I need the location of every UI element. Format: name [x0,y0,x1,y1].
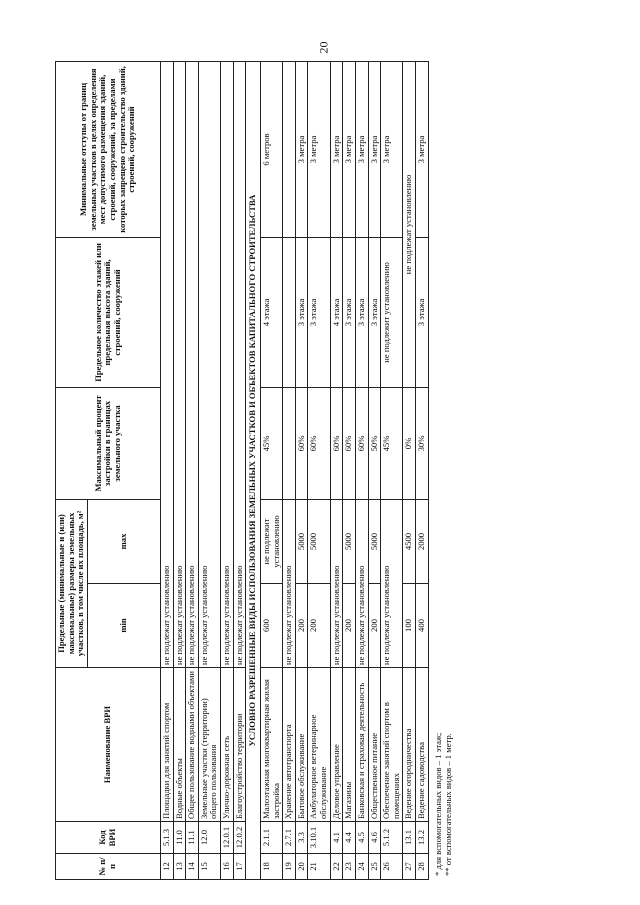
cell-name: Обеспечение занятий спортом в помещениях [381,668,403,822]
header-setback: Минимальные отступы от границ земельных участков в целях определения мест допустимого размещения зданий, строений, сооружений, за пределами которых запрещено строительство зданий, строений, сооружений [56,61,161,237]
cell-no: 22 [330,854,343,880]
cell-setback: 3 метра [355,61,368,237]
cell-code: 3.10.1 [308,822,330,854]
cell-no: 28 [416,854,429,880]
cell-span: не подлежат установлению [283,499,296,667]
table-row [308,61,330,879]
footnote: * для вспомогательных видов – 1 этаж; [432,732,443,876]
cell-name: Улично-дорожная сеть [221,668,234,822]
footnotes [433,45,454,880]
cell-percent: 0% [403,387,416,499]
cell-no: 14 [186,854,199,880]
cell-code: 12.0 [198,822,220,854]
cell-code: 4.1 [330,822,343,854]
cell-min: 200 [343,584,356,668]
cell-no: 17 [233,854,246,880]
cell-code: 12.0.2 [233,822,246,854]
cell-span: не подлежат установлению [173,61,186,667]
cell-floors: 3 этажа [343,237,356,387]
cell-max: 5000 [295,499,308,583]
header-code: Код ВРИ [56,822,161,854]
cell-min: 100 [403,584,416,668]
cell-span: не подлежат установлению [186,61,199,667]
table-row [186,61,199,879]
table-row [233,61,246,879]
cell-percent: 60% [308,387,330,499]
cell-name: Общее пользование водными объектами [186,668,199,822]
cell-min: 200 [295,584,308,668]
cell-no: 23 [343,854,356,880]
cell-span: не подлежат установлению [233,61,246,667]
cell-floors: 3 этажа [416,237,429,387]
table-row [283,61,296,879]
cell-code: 4.5 [355,822,368,854]
cell-name: Деловое управление [330,668,343,822]
cell-code: 3.3 [295,822,308,854]
cell-code: 12.0.1 [221,822,234,854]
cell-percent: 30% [416,387,429,499]
header-floors: Предельное количество этажей или предельная высота зданий, строений, сооружений [56,237,161,387]
cell-no: 15 [198,854,220,880]
header-name: Наименование ВРИ [56,668,161,822]
cell-floors: 3 этажа [308,237,330,387]
table-row [221,61,234,879]
header-row [56,61,88,879]
cell-setback: 3 метра [295,61,308,237]
cell-setback: 3 метра [416,61,429,237]
page-number: 20 [316,41,331,54]
section-title: УСЛОВНО РАЗРЕШЕННЫЕ ВИДЫ ИСПОЛЬЗОВАНИЯ ЗЕМЕЛЬНЫХ УЧАСТКОВ И ОБЪЕКТОВ КАПИТАЛЬНОГО СТРОИТЕЛЬСТВА [246,61,261,879]
cell-code: 5.1.3 [160,822,173,854]
cell-floors: 3 этажа [295,237,308,387]
table-row [368,61,381,879]
cell-setback: 3 метра [308,61,330,237]
table-row [260,61,282,879]
cell-setback: 3 метра [368,61,381,237]
cell-percent: 60% [343,387,356,499]
cell-span: не подлежат установлению [381,499,403,667]
cell-no: 12 [160,854,173,880]
cell-name: Банковская и страховая деятельность [355,668,368,822]
cell-floors: не подлежит установлению [381,237,403,387]
cell-name: Водные объекты [173,668,186,822]
table-row [295,61,308,879]
section-row [246,61,261,879]
cell-max: 2000 [416,499,429,583]
cell-max: 5000 [368,499,381,583]
cell-min: 600 [260,584,282,668]
cell-name: Магазины [343,668,356,822]
cell-no: 26 [381,854,403,880]
header-no: № п/п [56,854,161,880]
cell-span: не подлежат установлению [198,61,220,667]
cell-no: 13 [173,854,186,880]
cell-name: Земельные участки (территории) общего пользования [198,668,220,822]
cell-min: 200 [368,584,381,668]
cell-max: не подлежит установлению [260,499,282,583]
cell-max: 5000 [343,499,356,583]
cell-floors: 3 этажа [368,237,381,387]
cell-code: 2.7.1 [283,822,296,854]
table-row [160,61,173,879]
cell-max: 4500 [403,499,416,583]
footnote: ** от вспомогательных видов – 1 метр. [443,733,454,876]
header-max: max [87,499,160,583]
zoning-table [55,61,429,880]
cell-name: Амбулаторное ветеринарное обслуживание [308,668,330,822]
cell-percent: 50% [368,387,381,499]
cell-span: не подлежат установлению [160,61,173,667]
cell-no: 18 [260,854,282,880]
table-row [173,61,186,879]
cell-setback [283,61,296,237]
header-size-group: Предельные (минимальные и (или) максимальные) размеры земельных участков, в том числе их площадь, м² [56,499,88,667]
cell-name: Малоэтажная многоквартирная жилая застройка [260,668,282,822]
cell-percent: 60% [355,387,368,499]
table-row [416,61,429,879]
cell-setback: 3 метра [381,61,403,237]
cell-name: Благоустройство территории [233,668,246,822]
cell-no: 20 [295,854,308,880]
cell-floors [283,237,296,387]
cell-name: Ведение огородничества [403,668,416,822]
rotated-sheet [55,45,575,880]
cell-percent [283,387,296,499]
cell-span: не подлежат установлению [403,61,416,387]
cell-min: 200 [308,584,330,668]
cell-percent: 60% [295,387,308,499]
cell-name: Ведение садоводства [416,668,429,822]
cell-code: 4.4 [343,822,356,854]
cell-no: 27 [403,854,416,880]
table-row [403,61,416,879]
cell-name: Общественное питание [368,668,381,822]
table-row [198,61,220,879]
cell-percent: 45% [381,387,403,499]
header-percent: Максимальный процент застройки в границах земельного участка [56,387,161,499]
cell-percent: 45% [260,387,282,499]
table-row [381,61,403,879]
cell-no: 24 [355,854,368,880]
cell-no: 25 [368,854,381,880]
cell-code: 11.1 [186,822,199,854]
cell-floors: 4 этажа [260,237,282,387]
cell-no: 19 [283,854,296,880]
cell-span: не подлежат установлению [221,61,234,667]
cell-code: 5.1.2 [381,822,403,854]
cell-no: 16 [221,854,234,880]
header-min: min [87,584,160,668]
cell-setback: 3 метра [330,61,343,237]
table-row [355,61,368,879]
cell-setback: 6 метров [260,61,282,237]
cell-setback: 3 метра [343,61,356,237]
cell-name: Площадки для занятий спортом [160,668,173,822]
table-row [330,61,343,879]
cell-no: 21 [308,854,330,880]
cell-code: 4.6 [368,822,381,854]
cell-name: Хранение автотранспорта [283,668,296,822]
cell-max: 5000 [308,499,330,583]
cell-code: 13.2 [416,822,429,854]
cell-code: 11.0 [173,822,186,854]
cell-code: 13.1 [403,822,416,854]
cell-code: 2.1.1 [260,822,282,854]
cell-percent: 60% [330,387,343,499]
cell-name: Бытовое обслуживание [295,668,308,822]
cell-span: не подлежат установлению [330,499,343,667]
cell-floors: 3 этажа [355,237,368,387]
table-row [343,61,356,879]
cell-floors: 4 этажа [330,237,343,387]
cell-span: не подлежат установлению [355,499,368,667]
cell-min: 400 [416,584,429,668]
